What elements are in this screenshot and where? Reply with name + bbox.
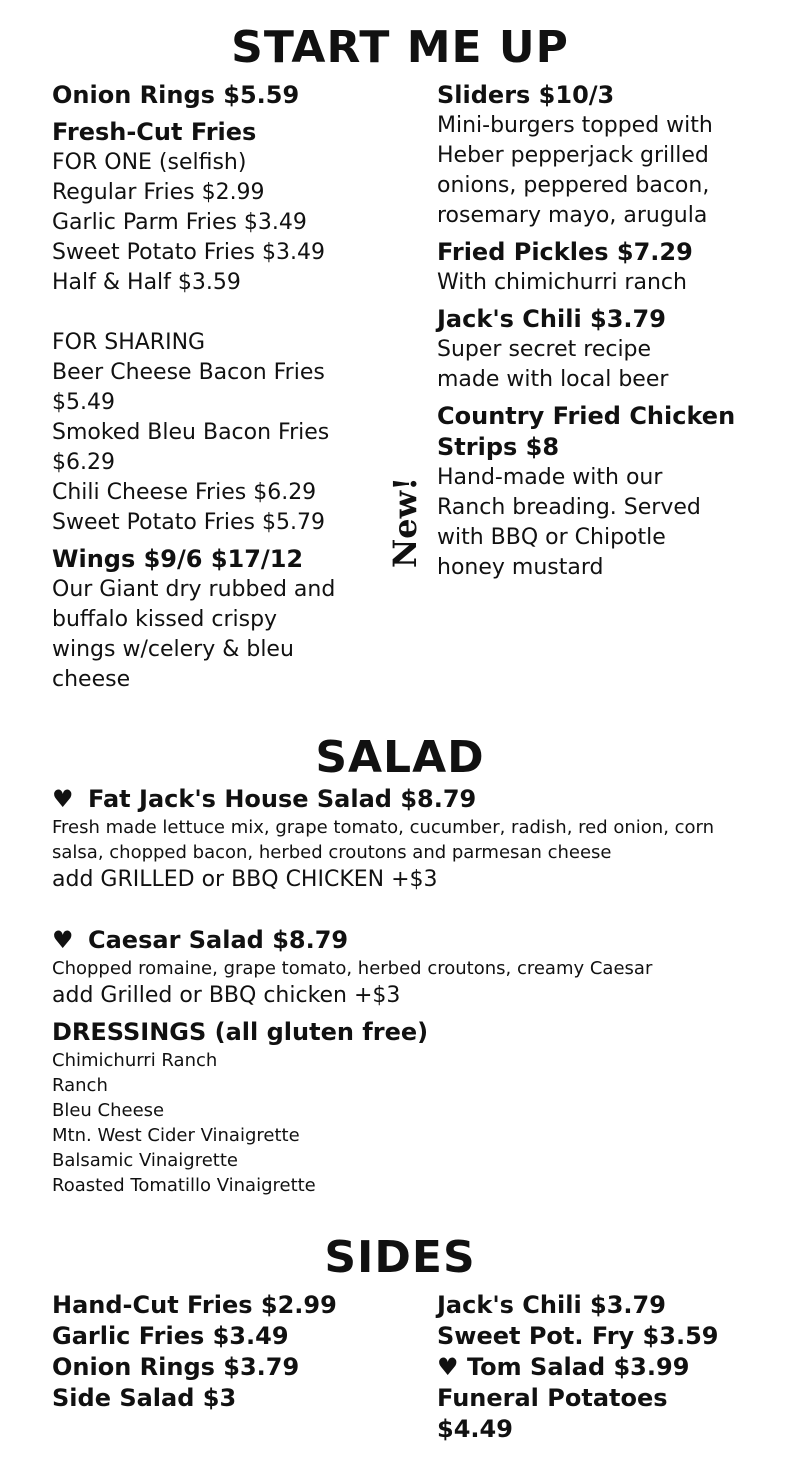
regular-fries-item: Regular Fries $2.99	[52, 180, 265, 205]
side-item-price: $4.49	[437, 1415, 513, 1443]
caesar-salad-add: add Grilled or BBQ chicken +$3	[52, 983, 401, 1008]
onion-rings-item: Onion Rings $5.59	[52, 81, 300, 109]
beer-cheese-fries-item: Beer Cheese Bacon Fries	[52, 360, 325, 385]
caesar-salad-title: Caesar Salad $8.79	[88, 926, 349, 954]
dressing-item: Bleu Cheese	[52, 1100, 165, 1121]
for-sharing-heading: FOR SHARING	[52, 330, 206, 355]
wings-desc-line: Our Giant dry rubbed and	[52, 577, 336, 602]
dressing-item: Roasted Tomatillo Vinaigrette	[52, 1175, 316, 1196]
wings-desc-line: cheese	[52, 667, 131, 692]
chicken-strips-desc-line: Ranch breading. Served	[437, 495, 701, 520]
chicken-strips-desc-line: Hand-made with our	[437, 465, 663, 490]
sides-left-column	[52, 1290, 392, 1414]
house-salad-add: add GRILLED or BBQ CHICKEN +$3	[52, 867, 438, 892]
sliders-desc-line: Mini-burgers topped with	[437, 113, 713, 138]
sliders-desc-line: onions, peppered bacon,	[437, 173, 710, 198]
caesar-salad-desc: Chopped romaine, grape tomato, herbed croutons, creamy Caesar	[52, 958, 653, 979]
dressing-item: Chimichurri Ranch	[52, 1050, 218, 1071]
beer-cheese-fries-price: $5.49	[52, 390, 115, 415]
house-salad-title-row	[52, 784, 772, 815]
section-title-start-me-up: START ME UP	[231, 22, 569, 73]
dressings-title: DRESSINGS (all gluten free)	[52, 1018, 429, 1046]
house-salad-desc-line: Fresh made lettuce mix, grape tomato, cucumber, radish, red onion, corn	[52, 817, 715, 838]
chicken-strips-title-line: Strips $8	[437, 433, 560, 461]
sliders-title: Sliders $10/3	[437, 81, 615, 109]
chili-cheese-fries-item: Chili Cheese Fries $6.29	[52, 480, 317, 505]
chicken-strips-desc-line: honey mustard	[437, 555, 604, 580]
wings-title: Wings $9/6 $17/12	[52, 545, 304, 573]
side-item: Garlic Fries $3.49	[52, 1322, 289, 1350]
wings-desc-line: wings w/celery & bleu	[52, 637, 294, 662]
sides-right-column	[437, 1290, 777, 1445]
side-item: Hand-Cut Fries $2.99	[52, 1291, 337, 1319]
jacks-chili-desc-line: made with local beer	[437, 367, 669, 392]
chicken-strips-desc-line: with BBQ or Chipotle	[437, 525, 666, 550]
dressing-item: Balsamic Vinaigrette	[52, 1150, 238, 1171]
dressing-item: Mtn. West Cider Vinaigrette	[52, 1125, 300, 1146]
smoked-bleu-fries-item: Smoked Bleu Bacon Fries	[52, 420, 330, 445]
sweet-potato-share-item: Sweet Potato Fries $5.79	[52, 510, 325, 535]
caesar-salad-title-row	[52, 925, 772, 956]
half-and-half-item: Half & Half $3.59	[52, 270, 241, 295]
salad-section	[52, 784, 772, 1198]
starters-right-column	[437, 80, 777, 583]
section-title-sides: SIDES	[324, 1232, 476, 1283]
jacks-chili-title: Jack's Chili $3.79	[437, 305, 666, 333]
side-item: Onion Rings $3.79	[52, 1353, 300, 1381]
fried-pickles-desc: With chimichurri ranch	[437, 270, 687, 295]
dressing-item: Ranch	[52, 1075, 108, 1096]
garlic-parm-fries-item: Garlic Parm Fries $3.49	[52, 210, 307, 235]
side-item-tom-salad	[437, 1352, 777, 1383]
fried-pickles-title: Fried Pickles $7.29	[437, 238, 693, 266]
chicken-strips-title-line: Country Fried Chicken	[437, 402, 736, 430]
jacks-chili-desc-line: Super secret recipe	[437, 337, 652, 362]
side-item: Funeral Potatoes	[437, 1384, 668, 1412]
house-salad-desc-line: salsa, chopped bacon, herbed croutons and parmesan cheese	[52, 842, 612, 863]
starters-left-column	[52, 80, 382, 695]
new-label: New!	[386, 476, 424, 568]
heart-icon: ♥	[52, 926, 74, 954]
for-one-heading: FOR ONE (selfish)	[52, 150, 247, 175]
side-item: Sweet Pot. Fry $3.59	[437, 1322, 719, 1350]
sweet-potato-fries-item: Sweet Potato Fries $3.49	[52, 240, 325, 265]
side-item: Side Salad $3	[52, 1384, 237, 1412]
sliders-desc-line: rosemary mayo, arugula	[437, 203, 708, 228]
fresh-cut-fries-title: Fresh-Cut Fries	[52, 118, 257, 146]
side-item: Jack's Chili $3.79	[437, 1291, 666, 1319]
heart-icon: ♥	[437, 1353, 459, 1381]
smoked-bleu-fries-price: $6.29	[52, 450, 115, 475]
sliders-desc-line: Heber pepperjack grilled	[437, 143, 709, 168]
wings-desc-line: buffalo kissed crispy	[52, 607, 278, 632]
section-title-salad: SALAD	[315, 732, 485, 783]
heart-icon: ♥	[52, 785, 74, 813]
tom-salad-label: Tom Salad $3.99	[467, 1353, 690, 1381]
house-salad-title: Fat Jack's House Salad $8.79	[88, 785, 477, 813]
